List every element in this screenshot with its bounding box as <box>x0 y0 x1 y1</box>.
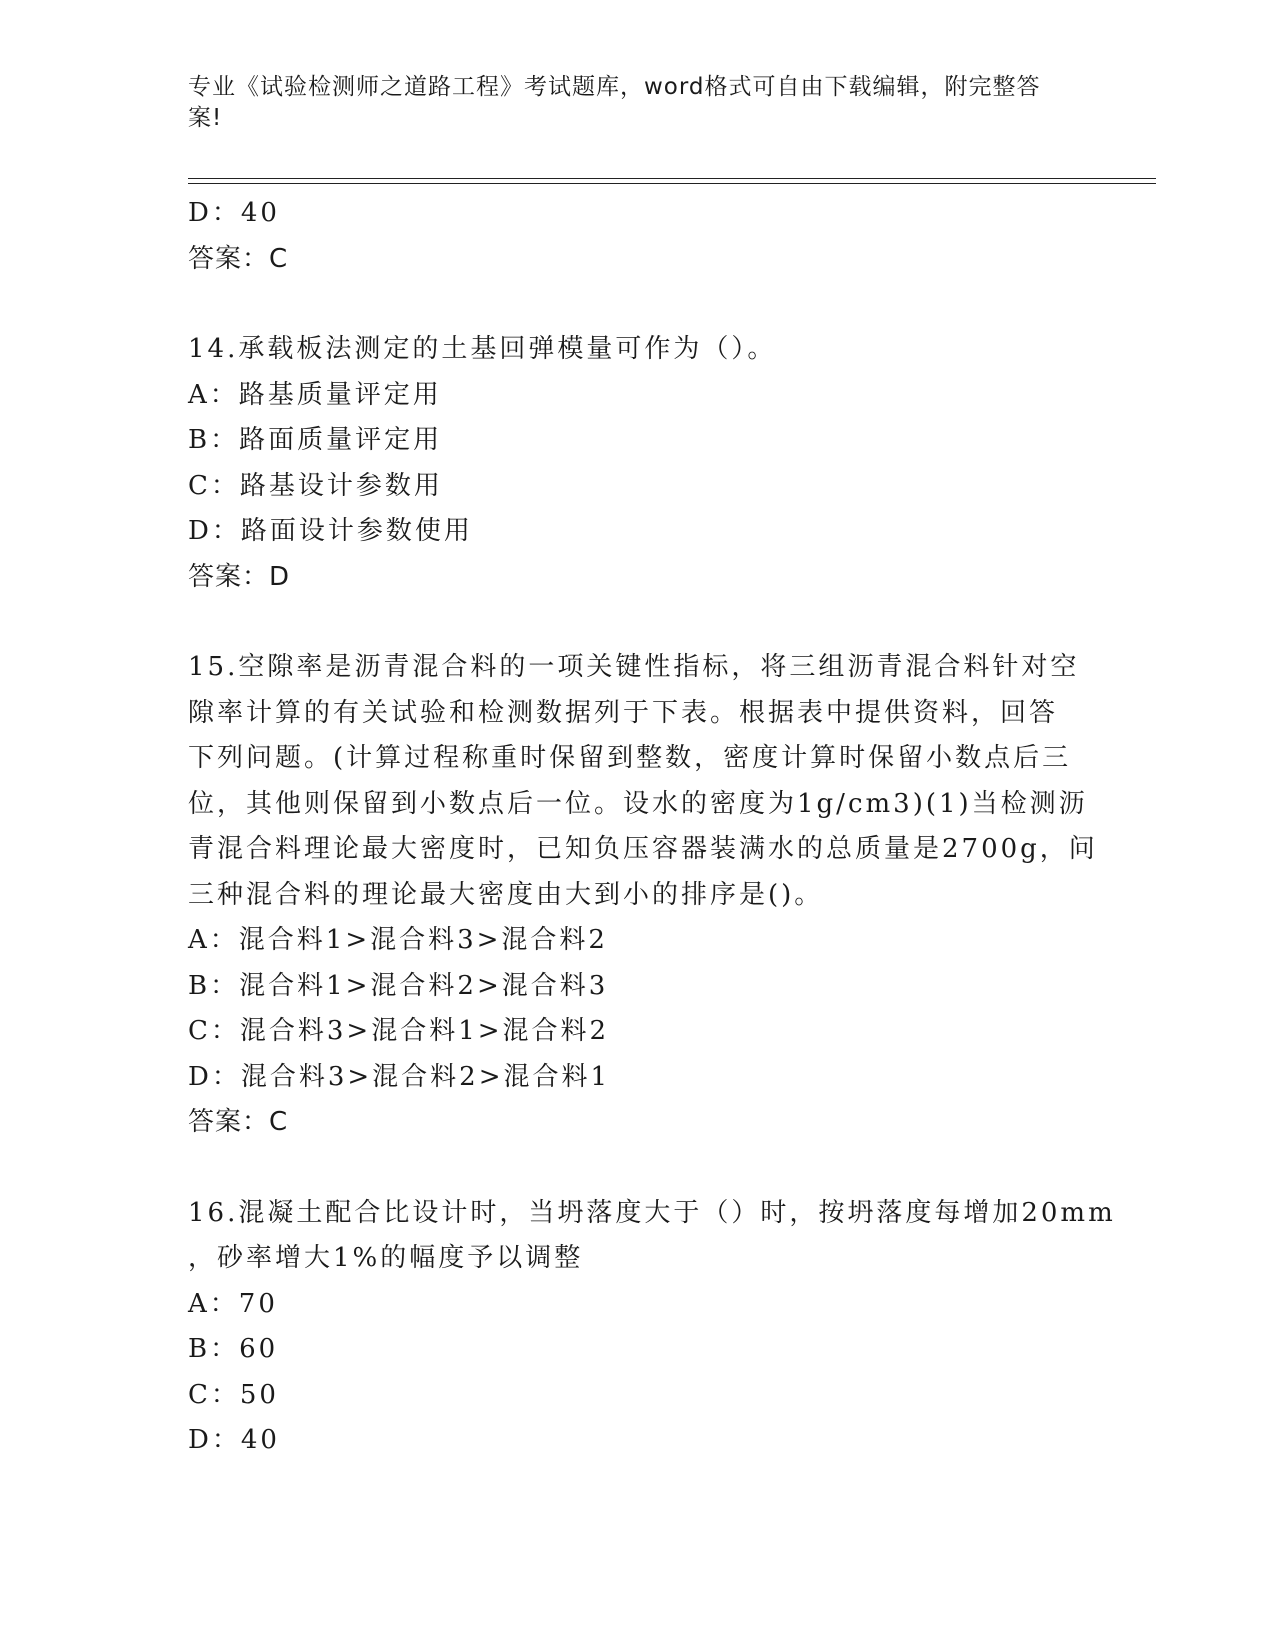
question-16-option-a: A：70 <box>188 1288 278 1319</box>
question-15-answer: 答案：C <box>188 1107 289 1137</box>
spacer <box>188 282 1088 327</box>
question-15-text-line: 位，其他则保留到小数点后一位。设水的密度为1g/cm3)(1)当检测沥 <box>188 788 1088 819</box>
question-14-option-c: C：路基设计参数用 <box>188 470 443 501</box>
header-line-2: 案! <box>188 105 223 131</box>
question-16-text-line: 16.混凝土配合比设计时，当坍落度大于（）时，按坍落度每增加20mm <box>188 1197 1116 1228</box>
question-14-option-a: A：路基质量评定用 <box>188 379 442 410</box>
question-14-option-b: B：路面质量评定用 <box>188 425 443 455</box>
question-16-option-d: D：40 <box>188 1425 280 1455</box>
document-header <box>188 72 1078 134</box>
question-14-answer: 答案：D <box>188 561 291 592</box>
question-15-option-b: B：混合料1>混合料2>混合料3 <box>188 970 609 1001</box>
question-16-option-b: B：60 <box>188 1334 279 1364</box>
question-16-option-c: C：50 <box>188 1379 279 1410</box>
prev-option-d: D：40 <box>188 198 280 228</box>
question-15-option-c: C：混合料3>混合料1>混合料2 <box>188 1016 610 1046</box>
prev-answer: 答案：C <box>188 243 289 274</box>
question-15-text-line: 青混合料理论最大密度时，已知负压容器装满水的总质量是2700g，问 <box>188 834 1098 864</box>
question-15-text-line: 三种混合料的理论最大密度由大到小的排序是()。 <box>188 879 824 910</box>
header-rule-bottom <box>188 183 1156 184</box>
question-15-option-a: A：混合料1>混合料3>混合料2 <box>188 925 608 955</box>
question-list <box>188 191 1116 1464</box>
question-15-text-line: 15.空隙率是沥青混合料的一项关键性指标，将三组沥青混合料针对空 <box>188 652 1080 682</box>
question-16-text-line: ，砂率增大1%的幅度予以调整 <box>188 1243 584 1273</box>
question-15-text <box>188 645 1098 918</box>
header-rule-top <box>188 178 1156 179</box>
header-line-1: 专业《试验检测师之道路工程》考试题库，word格式可自由下载编辑，附完整答 <box>188 74 1041 100</box>
question-15-text-line: 下列问题。(计算过程称重时保留到整数，密度计算时保留小数点后三 <box>188 743 1072 773</box>
question-14-option-d: D：路面设计参数使用 <box>188 516 473 546</box>
spacer <box>188 1146 1088 1191</box>
question-15-text-line: 隙率计算的有关试验和检测数据列于下表。根据表中提供资料，回答 <box>188 697 1059 728</box>
question-14-text: 14.承载板法测定的土基回弹模量可作为（）。 <box>188 334 777 364</box>
question-16-text <box>188 1191 1116 1282</box>
question-15-option-d: D：混合料3>混合料2>混合料1 <box>188 1061 611 1092</box>
spacer <box>188 600 1088 645</box>
